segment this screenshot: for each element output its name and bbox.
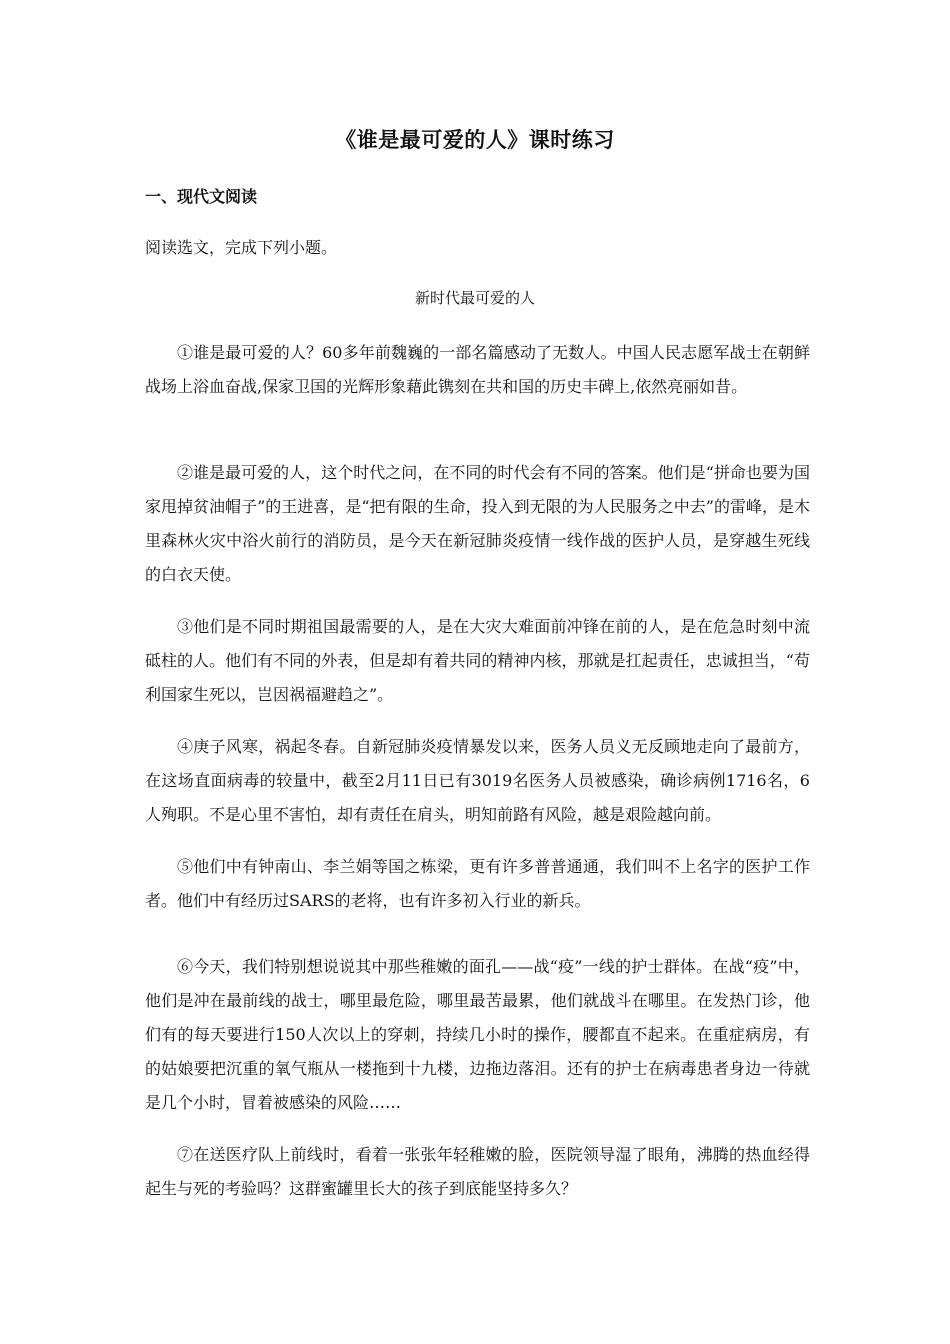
paragraph-5: ⑤他们中有钟南山、李兰娟等国之栋梁，更有许多普普通通，我们叫不上名字的医护工作者。他们中有经历过SARS的老将，也有许多初入行业的新兵。 — [145, 857, 810, 910]
paragraph-4: ④庚子风寒，祸起冬春。自新冠肺炎疫情暴发以来，医务人员义无反顾地走向了最前方，在这场直面病毒的较量中，截至2月11日已有3019名医务人员被感染，确诊病例1716名，6人殉职。不是心里不害怕，却有责任在肩头，明知前路有风险，越是艰险越向前。 — [145, 737, 810, 824]
reading-instruction: 阅读选文，完成下列小题。 — [145, 238, 338, 257]
section-heading: 一、现代文阅读 — [145, 187, 258, 206]
paragraph-1: ①谁是最可爱的人？60多年前魏巍的一部名篇感动了无数人。中国人民志愿军战士在朝鲜战场上浴血奋战,保家卫国的光辉形象藉此镌刻在共和国的历史丰碑上,依然亮丽如昔。 — [145, 343, 810, 396]
paragraph-6: ⑥今天，我们特别想说说其中那些稚嫩的面孔——战“疫”一线的护士群体。在战“疫”中，他们是冲在最前线的战士，哪里最危险，哪里最苦最累，他们就战斗在哪里。在发热门诊，他们有的每天要进行150人次以上的穿刺，持续几小时的操作，腰都直不起来。在重症病房，有的姑娘要把沉重的氧气瓶从一楼拖到十九楼，边拖边落泪。还有的护士在病毒患者身边一待就是几个小时，冒着被感染的风险…… — [145, 957, 810, 1112]
paragraph-3: ③他们是不同时期祖国最需要的人，是在大灾大难面前冲锋在前的人，是在危急时刻中流砥柱的人。他们有不同的外表，但是却有着共同的精神内核，那就是扛起责任，忠诚担当，“苟利国家生死以，岂因祸福避趋之”。 — [145, 617, 810, 704]
paragraph-2: ②谁是最可爱的人，这个时代之问，在不同的时代会有不同的答案。他们是“拼命也要为国家甩掉贫油帽子”的王进喜，是“把有限的生命，投入到无限的为人民服务之中去”的雷峰，是木里森林火灾中浴火前行的消防员，是今天在新冠肺炎疫情一线作战的医护人员，是穿越生死线的白衣天使。 — [145, 463, 810, 584]
document-title: 《谁是最可爱的人》课时练习 — [335, 128, 615, 152]
article-title: 新时代最可爱的人 — [414, 289, 535, 307]
paragraph-7: ⑦在送医疗队上前线时，看着一张张年轻稚嫩的脸，医院领导湿了眼角，沸腾的热血经得起生与死的考验吗？这群蜜罐里长大的孩子到底能坚持多久？ — [145, 1145, 810, 1198]
